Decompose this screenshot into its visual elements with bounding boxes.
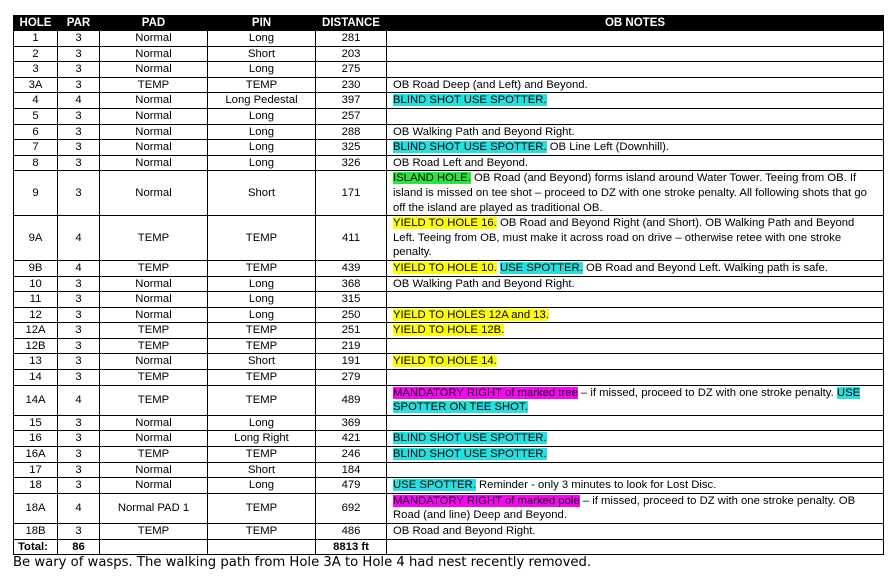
cell-ob-notes bbox=[387, 155, 884, 171]
cell-ob-notes bbox=[387, 216, 884, 261]
highlighted-note: BLIND SHOT USE SPOTTER. bbox=[393, 448, 547, 461]
cell-ob-notes bbox=[387, 140, 884, 156]
cell-ob-notes bbox=[387, 108, 884, 124]
cell-hole: 12A bbox=[14, 323, 58, 339]
cell-pad: TEMP bbox=[100, 385, 208, 415]
cell-pad: TEMP bbox=[100, 323, 208, 339]
table-row bbox=[14, 323, 884, 339]
highlighted-note: YIELD TO HOLE 12B. bbox=[393, 324, 505, 337]
cell-pad: TEMP bbox=[100, 524, 208, 540]
cell-distance: 246 bbox=[316, 447, 387, 463]
cell-ob-notes bbox=[387, 370, 884, 386]
cell-distance: 230 bbox=[316, 77, 387, 93]
total-distance: 8813 ft bbox=[316, 539, 387, 555]
cell-par: 4 bbox=[58, 385, 100, 415]
table-row bbox=[14, 493, 884, 523]
cell-pad: TEMP bbox=[100, 77, 208, 93]
cell-pad: Normal bbox=[100, 62, 208, 78]
cell-ob-notes bbox=[387, 62, 884, 78]
table-row bbox=[14, 431, 884, 447]
cell-pin: TEMP bbox=[208, 77, 316, 93]
table-row bbox=[14, 31, 884, 47]
cell-pin: Long bbox=[208, 124, 316, 140]
cell-pin: TEMP bbox=[208, 493, 316, 523]
table-row bbox=[14, 46, 884, 62]
cell-hole: 7 bbox=[14, 140, 58, 156]
note-text: – if missed, proceed to DZ with one stroke penalty. OB Road (and line) Deep and Beyond. bbox=[393, 494, 856, 522]
cell-distance: 692 bbox=[316, 493, 387, 523]
cell-hole: 11 bbox=[14, 292, 58, 308]
cell-ob-notes bbox=[387, 307, 884, 323]
cell-distance: 421 bbox=[316, 431, 387, 447]
highlighted-note: YIELD TO HOLE 14. bbox=[393, 355, 497, 368]
cell-par: 3 bbox=[58, 108, 100, 124]
table-row bbox=[14, 140, 884, 156]
cell-hole: 3A bbox=[14, 77, 58, 93]
cell-ob-notes bbox=[387, 77, 884, 93]
header-ob-notes: OB NOTES bbox=[387, 16, 884, 31]
cell-par: 3 bbox=[58, 447, 100, 463]
cell-pin: Long bbox=[208, 140, 316, 156]
cell-par: 4 bbox=[58, 493, 100, 523]
note-text: OB Road and Beyond Right (and Short). OB Walking Path and Beyond Left. Teeing from OB, must make it across road on drive – otherwise retee with one stroke penalty. bbox=[393, 217, 855, 259]
highlighted-note: MANDATORY RIGHT of marked tree bbox=[393, 386, 578, 399]
note-text: OB Road (and Beyond) forms island around Water Tower. Teeing from OB. If island is missed on tee shot – proceed to DZ with one stroke penalty. All following shots that go off the island are played as traditional OB. bbox=[393, 172, 867, 214]
cell-pin: Long bbox=[208, 415, 316, 431]
cell-par: 3 bbox=[58, 478, 100, 494]
cell-hole: 10 bbox=[14, 276, 58, 292]
cell-distance: 184 bbox=[316, 462, 387, 478]
cell-pin: Long Pedestal bbox=[208, 93, 316, 109]
cell-pin: Long bbox=[208, 31, 316, 47]
cell-pad: Normal bbox=[100, 140, 208, 156]
cell-pad: Normal PAD 1 bbox=[100, 493, 208, 523]
cell-distance: 257 bbox=[316, 108, 387, 124]
cell-pin: Long bbox=[208, 155, 316, 171]
header-row bbox=[14, 16, 884, 31]
highlighted-note: USE SPOTTER. bbox=[499, 261, 583, 274]
total-pin bbox=[208, 539, 316, 555]
cell-hole: 18A bbox=[14, 493, 58, 523]
cell-par: 3 bbox=[58, 62, 100, 78]
course-table bbox=[13, 15, 884, 555]
cell-pin: TEMP bbox=[208, 323, 316, 339]
table-row bbox=[14, 524, 884, 540]
cell-distance: 489 bbox=[316, 385, 387, 415]
table-row bbox=[14, 62, 884, 78]
cell-hole: 4 bbox=[14, 93, 58, 109]
cell-pin: TEMP bbox=[208, 447, 316, 463]
cell-hole: 8 bbox=[14, 155, 58, 171]
header-pad: PAD bbox=[100, 16, 208, 31]
cell-pin: Short bbox=[208, 46, 316, 62]
cell-hole: 16 bbox=[14, 431, 58, 447]
cell-pad: Normal bbox=[100, 354, 208, 370]
cell-pin: Short bbox=[208, 462, 316, 478]
cell-hole: 12 bbox=[14, 307, 58, 323]
cell-pad: Normal bbox=[100, 276, 208, 292]
table-row bbox=[14, 292, 884, 308]
cell-hole: 12B bbox=[14, 338, 58, 354]
cell-ob-notes bbox=[387, 46, 884, 62]
cell-par: 3 bbox=[58, 124, 100, 140]
cell-distance: 326 bbox=[316, 155, 387, 171]
cell-par: 3 bbox=[58, 462, 100, 478]
cell-pad: Normal bbox=[100, 124, 208, 140]
note-text: OB Road Deep (and Left) and Beyond. bbox=[393, 78, 588, 91]
cell-pad: Normal bbox=[100, 415, 208, 431]
cell-distance: 191 bbox=[316, 354, 387, 370]
cell-pad: TEMP bbox=[100, 260, 208, 276]
cell-ob-notes bbox=[387, 171, 884, 216]
highlighted-note: YIELD TO HOLE 10. bbox=[393, 261, 497, 274]
header-distance: DISTANCE bbox=[316, 16, 387, 31]
cell-par: 3 bbox=[58, 155, 100, 171]
cell-ob-notes bbox=[387, 338, 884, 354]
cell-par: 3 bbox=[58, 370, 100, 386]
note-text: OB Road Left and Beyond. bbox=[393, 156, 529, 169]
cell-par: 3 bbox=[58, 323, 100, 339]
cell-ob-notes bbox=[387, 323, 884, 339]
cell-distance: 288 bbox=[316, 124, 387, 140]
cell-pad: Normal bbox=[100, 46, 208, 62]
table-row bbox=[14, 216, 884, 261]
table-row bbox=[14, 108, 884, 124]
table-row bbox=[14, 260, 884, 276]
cell-hole: 6 bbox=[14, 124, 58, 140]
table-row bbox=[14, 77, 884, 93]
table-row bbox=[14, 93, 884, 109]
total-par: 86 bbox=[58, 539, 100, 555]
note-text: OB Line Left (Downhill). bbox=[546, 141, 670, 154]
cell-hole: 14A bbox=[14, 385, 58, 415]
cell-ob-notes bbox=[387, 478, 884, 494]
cell-ob-notes bbox=[387, 493, 884, 523]
cell-par: 3 bbox=[58, 354, 100, 370]
cell-pad: Normal bbox=[100, 478, 208, 494]
cell-pad: Normal bbox=[100, 292, 208, 308]
cell-hole: 14 bbox=[14, 370, 58, 386]
cell-hole: 9 bbox=[14, 171, 58, 216]
highlighted-note: MANDATORY RIGHT of marked pole bbox=[393, 494, 580, 507]
note-text: OB Road and Beyond Right. bbox=[393, 525, 536, 537]
cell-pin: Short bbox=[208, 354, 316, 370]
cell-distance: 397 bbox=[316, 93, 387, 109]
cell-par: 4 bbox=[58, 93, 100, 109]
cell-pad: Normal bbox=[100, 31, 208, 47]
cell-par: 3 bbox=[58, 307, 100, 323]
cell-distance: 368 bbox=[316, 276, 387, 292]
cell-ob-notes bbox=[387, 524, 884, 540]
cell-ob-notes bbox=[387, 447, 884, 463]
cell-ob-notes bbox=[387, 93, 884, 109]
cell-distance: 479 bbox=[316, 478, 387, 494]
cell-ob-notes bbox=[387, 462, 884, 478]
cell-distance: 411 bbox=[316, 216, 387, 261]
cell-pad: Normal bbox=[100, 307, 208, 323]
cell-distance: 486 bbox=[316, 524, 387, 540]
cell-par: 3 bbox=[58, 171, 100, 216]
cell-hole: 1 bbox=[14, 31, 58, 47]
cell-pad: Normal bbox=[100, 171, 208, 216]
cell-hole: 16A bbox=[14, 447, 58, 463]
cell-hole: 9A bbox=[14, 216, 58, 261]
highlighted-note: USE SPOTTER ON TEE SHOT. bbox=[393, 386, 861, 414]
cell-pin: Long bbox=[208, 276, 316, 292]
highlighted-note: BLIND SHOT USE SPOTTER. bbox=[393, 94, 547, 107]
total-pad bbox=[100, 539, 208, 555]
total-notes bbox=[387, 539, 884, 555]
table-row bbox=[14, 447, 884, 463]
table-row bbox=[14, 171, 884, 216]
cell-pin: TEMP bbox=[208, 260, 316, 276]
cell-par: 4 bbox=[58, 260, 100, 276]
highlighted-note: YIELD TO HOLES 12A and 13. bbox=[393, 308, 549, 321]
note-text: Reminder - only 3 minutes to look for Lost Disc. bbox=[475, 479, 717, 492]
cell-hole: 15 bbox=[14, 415, 58, 431]
note-text: – if missed, proceed to DZ with one stroke penalty. bbox=[577, 386, 837, 399]
cell-pin: Long bbox=[208, 478, 316, 494]
footnote: Be wary of wasps. The walking path from Hole 3A to Hole 4 had nest recently removed. bbox=[13, 555, 592, 570]
header-pin: PIN bbox=[208, 16, 316, 31]
cell-distance: 203 bbox=[316, 46, 387, 62]
cell-pin: TEMP bbox=[208, 338, 316, 354]
cell-ob-notes bbox=[387, 354, 884, 370]
table-row bbox=[14, 276, 884, 292]
cell-hole: 3 bbox=[14, 62, 58, 78]
cell-distance: 171 bbox=[316, 171, 387, 216]
highlighted-note: USE SPOTTER. bbox=[393, 479, 476, 492]
cell-pad: Normal bbox=[100, 93, 208, 109]
cell-par: 3 bbox=[58, 292, 100, 308]
cell-ob-notes bbox=[387, 260, 884, 276]
cell-par: 3 bbox=[58, 46, 100, 62]
cell-par: 3 bbox=[58, 524, 100, 540]
cell-pad: Normal bbox=[100, 108, 208, 124]
cell-ob-notes bbox=[387, 31, 884, 47]
cell-par: 3 bbox=[58, 31, 100, 47]
cell-par: 3 bbox=[58, 431, 100, 447]
cell-pad: TEMP bbox=[100, 338, 208, 354]
highlighted-note: BLIND SHOT USE SPOTTER. bbox=[393, 141, 547, 154]
cell-hole: 18B bbox=[14, 524, 58, 540]
cell-distance: 315 bbox=[316, 292, 387, 308]
cell-pin: Long bbox=[208, 62, 316, 78]
cell-distance: 439 bbox=[316, 260, 387, 276]
cell-ob-notes bbox=[387, 385, 884, 415]
cell-ob-notes bbox=[387, 431, 884, 447]
cell-pin: Long Right bbox=[208, 431, 316, 447]
cell-pad: Normal bbox=[100, 462, 208, 478]
table-row bbox=[14, 478, 884, 494]
cell-pin: TEMP bbox=[208, 385, 316, 415]
table-row bbox=[14, 338, 884, 354]
cell-pad: Normal bbox=[100, 431, 208, 447]
cell-par: 3 bbox=[58, 338, 100, 354]
cell-distance: 275 bbox=[316, 62, 387, 78]
cell-distance: 369 bbox=[316, 415, 387, 431]
table-body bbox=[14, 31, 884, 540]
table-row bbox=[14, 124, 884, 140]
cell-pin: TEMP bbox=[208, 370, 316, 386]
cell-distance: 279 bbox=[316, 370, 387, 386]
cell-par: 3 bbox=[58, 415, 100, 431]
cell-hole: 13 bbox=[14, 354, 58, 370]
cell-distance: 281 bbox=[316, 31, 387, 47]
total-row bbox=[14, 539, 884, 555]
cell-ob-notes bbox=[387, 276, 884, 292]
table-row bbox=[14, 307, 884, 323]
cell-pad: Normal bbox=[100, 155, 208, 171]
cell-hole: 18 bbox=[14, 478, 58, 494]
header-hole: HOLE bbox=[14, 16, 58, 31]
cell-hole: 9B bbox=[14, 260, 58, 276]
table-row bbox=[14, 385, 884, 415]
note-text: OB Road and Beyond Left. Walking path is safe. bbox=[582, 261, 828, 274]
cell-pad: TEMP bbox=[100, 447, 208, 463]
cell-distance: 250 bbox=[316, 307, 387, 323]
cell-distance: 325 bbox=[316, 140, 387, 156]
cell-pad: TEMP bbox=[100, 216, 208, 261]
total-label: Total: bbox=[14, 539, 58, 555]
cell-ob-notes bbox=[387, 124, 884, 140]
cell-ob-notes bbox=[387, 292, 884, 308]
cell-par: 3 bbox=[58, 77, 100, 93]
cell-pin: Long bbox=[208, 108, 316, 124]
table-row bbox=[14, 354, 884, 370]
cell-par: 3 bbox=[58, 140, 100, 156]
cell-pin: TEMP bbox=[208, 216, 316, 261]
header-par: PAR bbox=[58, 16, 100, 31]
cell-par: 3 bbox=[58, 276, 100, 292]
cell-pin: Short bbox=[208, 171, 316, 216]
cell-ob-notes bbox=[387, 415, 884, 431]
cell-par: 4 bbox=[58, 216, 100, 261]
cell-pin: Long bbox=[208, 292, 316, 308]
table-row bbox=[14, 370, 884, 386]
cell-pin: TEMP bbox=[208, 524, 316, 540]
cell-distance: 251 bbox=[316, 323, 387, 339]
table-row bbox=[14, 415, 884, 431]
cell-hole: 17 bbox=[14, 462, 58, 478]
note-text: OB Walking Path and Beyond Right. bbox=[393, 277, 575, 290]
note-text: OB Walking Path and Beyond Right. bbox=[393, 125, 575, 138]
table-row bbox=[14, 462, 884, 478]
highlighted-note: ISLAND HOLE. bbox=[393, 172, 471, 185]
highlighted-note: YIELD TO HOLE 16. bbox=[393, 217, 497, 230]
cell-pin: Long bbox=[208, 307, 316, 323]
highlighted-note: BLIND SHOT USE SPOTTER. bbox=[393, 432, 547, 445]
cell-hole: 5 bbox=[14, 108, 58, 124]
cell-pad: TEMP bbox=[100, 370, 208, 386]
cell-hole: 2 bbox=[14, 46, 58, 62]
table-row bbox=[14, 155, 884, 171]
cell-distance: 219 bbox=[316, 338, 387, 354]
